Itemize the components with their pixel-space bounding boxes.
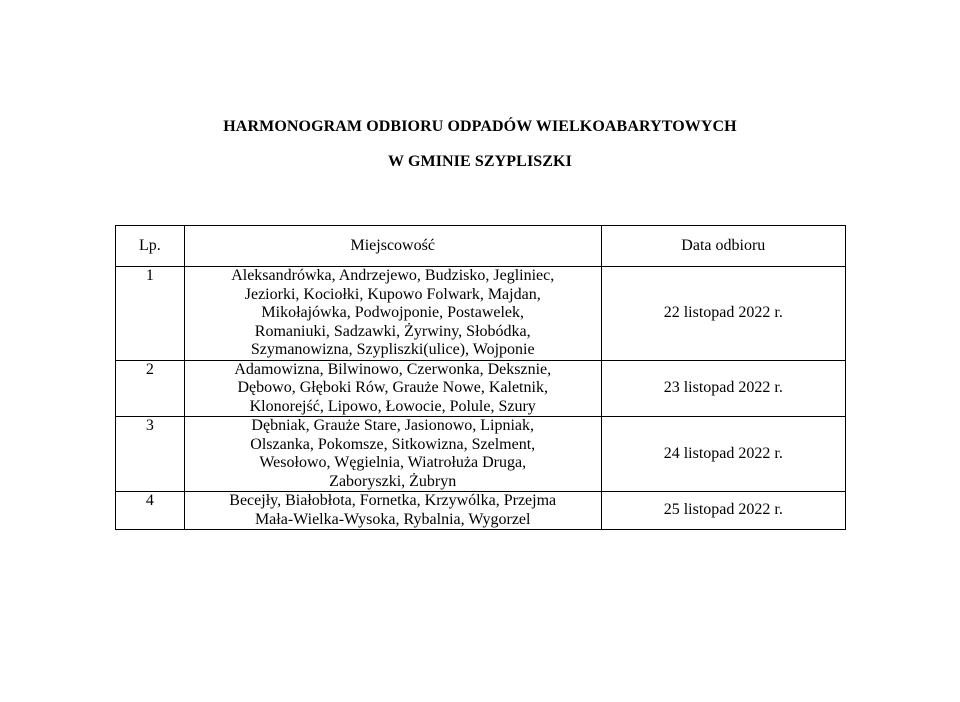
place-line: Klonorejść, Lipowo, Łowocie, Polule, Szury xyxy=(249,397,536,415)
place-line: Aleksandrówka, Andrzejewo, Budzisko, Jegliniec, xyxy=(231,267,555,284)
place-list xyxy=(184,417,601,492)
row-number: 2 xyxy=(116,360,185,417)
header-lp: Lp. xyxy=(116,226,185,267)
document-title: HARMONOGRAM ODBIORU ODPADÓW WIELKOABARYTOWYCH xyxy=(223,118,737,135)
place-line: Mikołajówka, Podwojponie, Postawelek, xyxy=(261,304,525,321)
place-line: Olszanka, Pokomsze, Sitkowizna, Szelment, xyxy=(250,435,536,453)
place-line: Wesołowo, Węgielnia, Wiatrołuża Druga, xyxy=(259,454,527,471)
header-date: Data odbioru xyxy=(601,226,845,267)
place-line: Szymanowizna, Szypliszki(ulice), Wojponie xyxy=(250,341,535,358)
collection-schedule-table xyxy=(115,225,846,530)
document-subtitle: W GMINIE SZYPLISZKI xyxy=(388,153,572,170)
place-line: Romaniuki, Sadzawki, Żyrwiny, Słobódka, xyxy=(254,322,531,340)
table-row xyxy=(116,360,846,417)
pickup-date: 24 listopad 2022 r. xyxy=(601,417,845,492)
row-number: 1 xyxy=(116,267,185,361)
place-list xyxy=(184,267,601,361)
table-row xyxy=(116,492,846,530)
place-line: Dębowo, Głęboki Rów, Grauże Nowe, Kaletnik, xyxy=(237,379,548,396)
place-line: Dębniak, Grauże Stare, Jasionowo, Lipniak, xyxy=(251,417,535,434)
row-number: 3 xyxy=(116,417,185,492)
place-line: Adamowizna, Bilwinowo, Czerwonka, Deksznie, xyxy=(234,360,552,378)
place-line: Mała-Wielka-Wysoka, Rybalnia, Wygorzel xyxy=(254,510,531,528)
table-header-row xyxy=(116,226,846,267)
row-number: 4 xyxy=(116,492,185,530)
table-row xyxy=(116,417,846,492)
place-list xyxy=(184,492,601,530)
pickup-date: 23 listopad 2022 r. xyxy=(601,360,845,417)
place-list xyxy=(184,360,601,417)
place-line: Becejły, Białobłota, Fornetka, Krzywólka, Przejma xyxy=(229,492,557,509)
table-row xyxy=(116,267,846,361)
place-line: Zaboryszki, Żubryn xyxy=(329,472,457,490)
header-place: Miejscowość xyxy=(184,226,601,267)
pickup-date: 22 listopad 2022 r. xyxy=(601,267,845,361)
pickup-date: 25 listopad 2022 r. xyxy=(601,492,845,530)
place-line: Jeziorki, Kociołki, Kupowo Folwark, Majdan, xyxy=(244,285,541,303)
